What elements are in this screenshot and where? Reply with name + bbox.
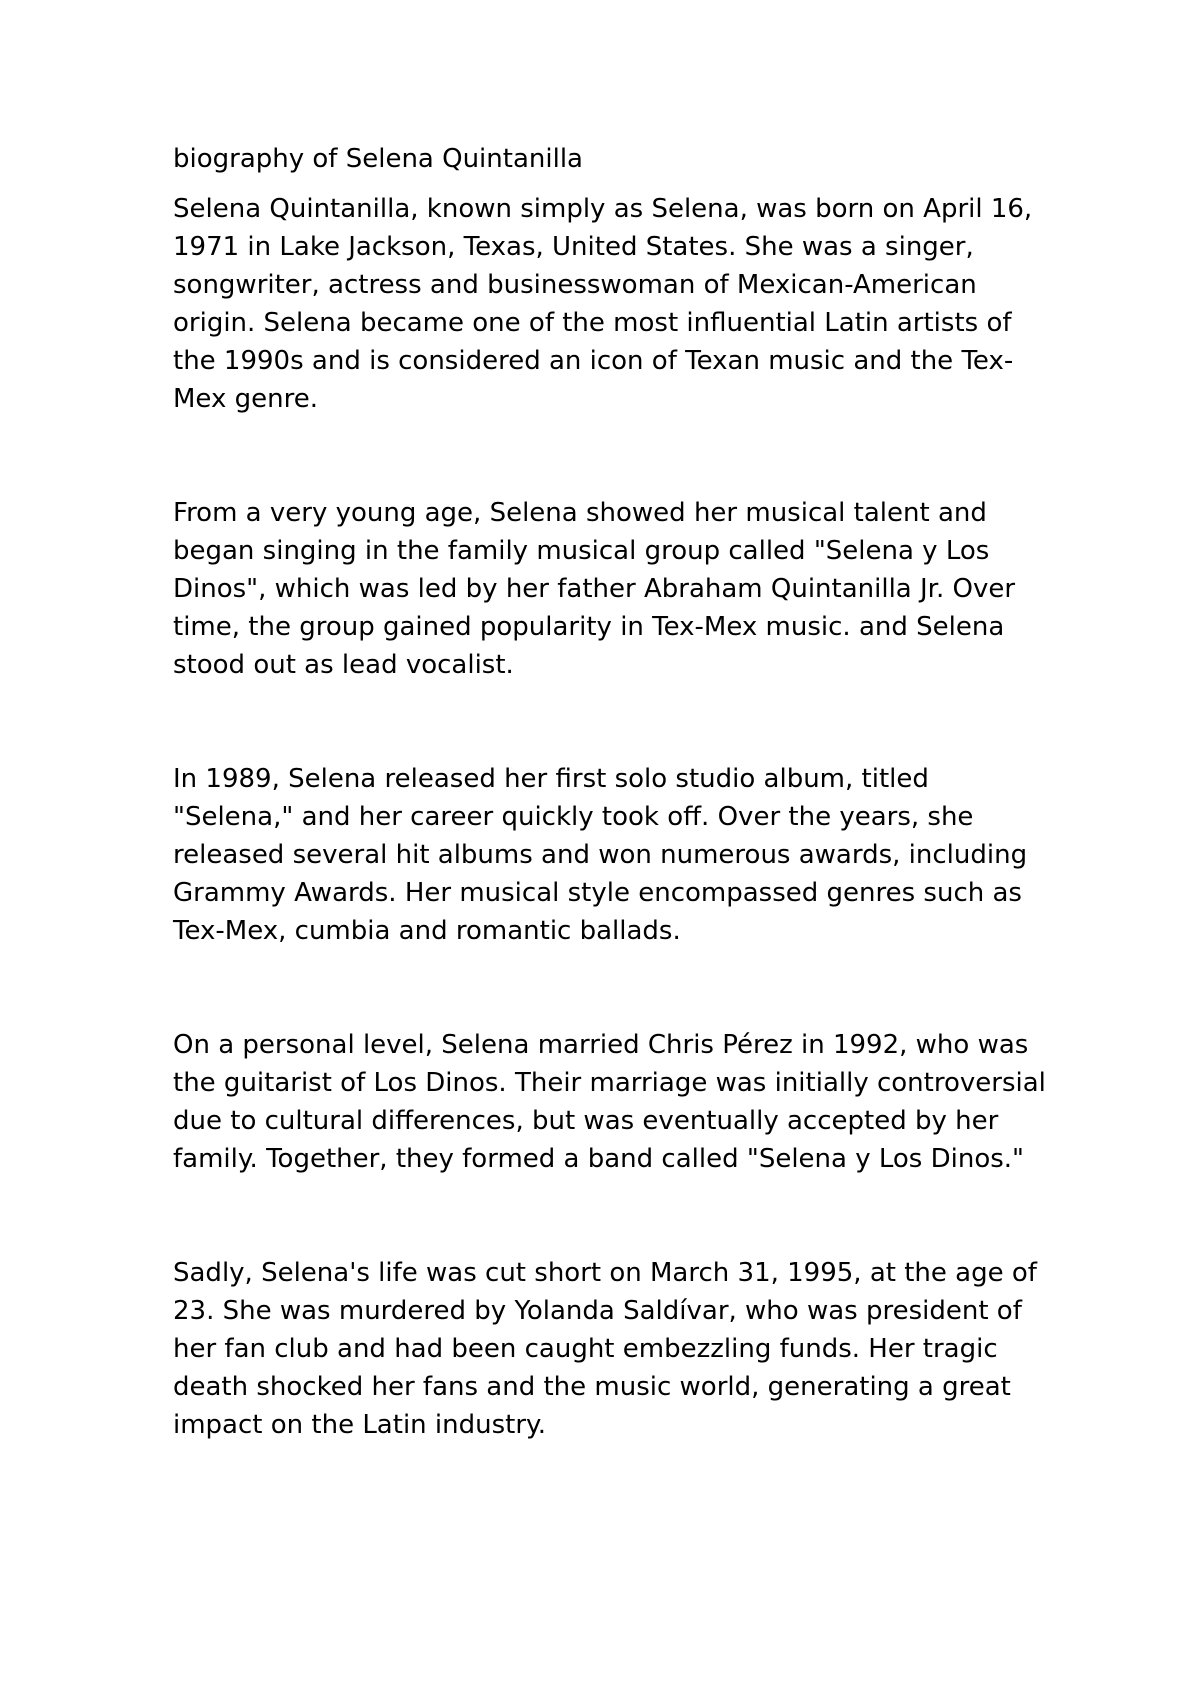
paragraph-early-career: From a very young age, Selena showed her musical talent and began singing in the family musical group called "Selena y Los Dinos", which was led by her father Abraham Quintanilla Jr. Over time, the group gained popularity in Tex-Mex music. and Selena stood out as lead vocalist.: [173, 498, 1016, 680]
paragraph-solo-career: In 1989, Selena released her first solo studio album, titled "Selena," and her career quickly took off. Over the years, she released several hit albums and won numerous awards, including Grammy Awards. Her musical style encompassed genres such as Tex-Mex, cumbia and romantic ballads.: [173, 764, 1028, 946]
paragraph-personal-life: On a personal level, Selena married Chris Pérez in 1992, who was the guitarist of Los Dinos. Their marriage was initially controversial due to cultural differences, but was eventually accepted by her family. Together, they formed a band called "Selena y Los Dinos.": [173, 1030, 1046, 1174]
document-title: biography of Selena Quintanilla: [173, 144, 583, 174]
paragraph-death: Sadly, Selena's life was cut short on March 31, 1995, at the age of 23. She was murdered by Yolanda Saldívar, who was president of her fan club and had been caught embezzling funds. Her tragic death shocked her fans and the music world, generating a great impact on the Latin industry.: [173, 1258, 1037, 1440]
document-page: [173, 140, 1053, 1520]
paragraph-birth: Selena Quintanilla, known simply as Selena, was born on April 16, 1971 in Lake Jackson, Texas, United States. She was a singer, songwriter, actress and businesswoman of Mexican-American origin. Selena became one of the most influential Latin artists of the 1990s and is considered an icon of Texan music and the Tex-Mex genre.: [173, 194, 1033, 414]
